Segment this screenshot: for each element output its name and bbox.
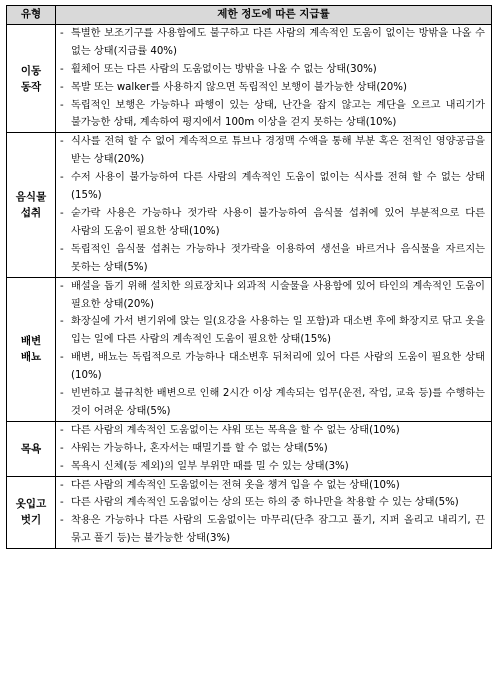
criteria-item	[60, 422, 485, 440]
header-criteria: 제한 정도에 따른 지급률	[56, 6, 492, 25]
table-row	[7, 421, 492, 476]
category-label: 음식물	[15, 190, 47, 203]
criteria-text: 빈번하고 불규칙한 배변으로 인해 2시간 이상 계속되는 업무(운전, 작업, 교육 등)를 수행하는 것이 어려운 상태(5%)	[71, 388, 485, 417]
bullet-dash: -	[60, 207, 64, 219]
criteria-list	[60, 25, 485, 132]
criteria-item	[60, 79, 485, 97]
table-row	[7, 24, 492, 132]
criteria-cell	[56, 476, 492, 549]
criteria-cell	[56, 133, 492, 277]
category-cell	[7, 277, 56, 421]
category-cell	[7, 476, 56, 549]
criteria-text: 배변, 배뇨는 독립적으로 가능하나 대소변후 뒤처리에 있어 다른 사람의 도움이 필요한 상태(10%)	[71, 352, 485, 382]
bullet-dash: -	[60, 352, 64, 364]
criteria-text: 다른 사람의 계속적인 도움없이는 상의 또는 하의 중 하나만을 착용할 수 있는 상태(5%)	[71, 497, 459, 509]
bullet-dash: -	[60, 27, 64, 39]
criteria-text: 수저 사용이 불가능하여 다른 사람의 계속적인 도움이 없이는 식사를 전혀 할 수 없는 상태(15%)	[71, 172, 485, 202]
category-label: 이동	[20, 64, 42, 77]
criteria-text: 착용은 가능하나 다른 사람의 도움없이는 마무리(단추 잠그고 풀기, 지퍼 올리고 내리기, 끈 묶고 풀기 등)는 불가능한 상태(3%)	[71, 515, 485, 545]
bullet-dash: -	[60, 460, 64, 472]
category-label: 배뇨	[20, 351, 42, 364]
criteria-item	[60, 169, 485, 205]
criteria-item	[60, 458, 485, 476]
bullet-dash: -	[60, 479, 64, 491]
table-header	[7, 6, 492, 25]
criteria-text: 샤워는 가능하나, 혼자서는 때밀기를 할 수 없는 상태(5%)	[71, 442, 328, 454]
criteria-text: 숟가락 사용은 가능하나 젓가락 사용이 불가능하여 음식물 섭취에 있어 부분적으로 다른 사람의 도움이 필요한 상태(10%)	[71, 207, 485, 237]
criteria-text: 독립적인 음식물 섭취는 가능하나 젓가락을 이용하여 생선을 바르거나 음식물을 자르지는 못하는 상태(5%)	[71, 243, 485, 273]
criteria-item	[60, 97, 485, 133]
criteria-text: 목욕시 신체(등 제외)의 일부 부위만 때를 밀 수 있는 상태(3%)	[71, 460, 349, 472]
criteria-text: 휠체어 또는 다른 사람의 도움없이는 방밖을 나올 수 없는 상태(30%)	[71, 63, 377, 75]
criteria-item	[60, 313, 485, 349]
bullet-dash: -	[60, 243, 64, 255]
category-label: 벗기	[20, 514, 42, 527]
criteria-table-container	[6, 5, 492, 549]
criteria-list	[60, 422, 485, 476]
criteria-item	[60, 278, 485, 314]
criteria-text: 다른 사람의 계속적인 도움없이는 샤워 또는 목욕을 할 수 없는 상태(10%)	[71, 424, 400, 436]
criteria-item	[60, 440, 485, 458]
criteria-item	[60, 133, 485, 169]
criteria-item	[60, 512, 485, 548]
criteria-item	[60, 241, 485, 277]
bullet-dash: -	[60, 63, 64, 75]
bullet-dash: -	[60, 81, 64, 93]
bullet-dash: -	[60, 442, 64, 454]
bullet-dash: -	[60, 316, 64, 328]
criteria-cell	[56, 24, 492, 132]
bullet-dash: -	[60, 388, 64, 400]
category-label: 동작	[20, 80, 42, 93]
criteria-text: 독립적인 보행은 가능하나 파행이 있는 상태, 난간을 잡지 않고는 계단을 오르고 내리기가 불가능한 상태, 계속하여 평지에서 100m 이상을 걷지 못하는 상태(10%)	[71, 99, 485, 129]
criteria-item	[60, 25, 485, 61]
criteria-item	[60, 494, 485, 512]
criteria-cell	[56, 421, 492, 476]
criteria-list	[60, 133, 485, 276]
criteria-item	[60, 385, 485, 421]
criteria-text: 배설을 돕기 위해 설치한 의료장치나 외과적 시술물을 사용함에 있어 타인의 계속적인 도움이 필요한 상태(20%)	[71, 280, 485, 310]
category-cell	[7, 421, 56, 476]
criteria-text: 화장실에 가서 변기위에 앉는 일(요강을 사용하는 일 포함)과 대소변 후에 화장지로 닦고 옷을 입는 일에 다른 사람의 계속적인 도움이 필요한 상태(15%)	[71, 316, 485, 346]
table-row	[7, 133, 492, 277]
criteria-item	[60, 349, 485, 385]
bullet-dash: -	[60, 172, 64, 184]
category-cell	[7, 24, 56, 132]
bullet-dash: -	[60, 424, 64, 436]
header-type: 유형	[7, 6, 56, 25]
bullet-dash: -	[60, 497, 64, 509]
category-label: 옷입고	[15, 498, 47, 511]
criteria-item	[60, 477, 485, 495]
category-label: 섭취	[20, 206, 42, 219]
payout-criteria-table	[6, 5, 492, 549]
criteria-text: 식사를 전혀 할 수 없어 계속적으로 튜브나 경정맥 수액을 통해 부분 혹은 전적인 영양공급을 받는 상태(20%)	[71, 136, 485, 166]
category-cell	[7, 133, 56, 277]
table-row	[7, 277, 492, 421]
criteria-text: 특별한 보조기구를 사용함에도 불구하고 다른 사람의 계속적인 도움이 없이는 방밖을 나올 수 없는 상태(지급률 40%)	[71, 27, 485, 57]
criteria-list	[60, 477, 485, 549]
criteria-cell	[56, 277, 492, 421]
bullet-dash: -	[60, 515, 64, 527]
criteria-text: 다른 사람의 계속적인 도움없이는 전혀 옷을 챙겨 입을 수 없는 상태(10%)	[71, 479, 400, 491]
table-row	[7, 476, 492, 549]
criteria-list	[60, 278, 485, 421]
criteria-text: 목발 또는 walker를 사용하지 않으면 독립적인 보행이 불가능한 상태(20%)	[71, 81, 407, 93]
table-body	[7, 24, 492, 548]
bullet-dash: -	[60, 99, 64, 111]
criteria-item	[60, 61, 485, 79]
bullet-dash: -	[60, 280, 64, 292]
criteria-item	[60, 205, 485, 241]
category-label: 목욕	[20, 442, 42, 455]
bullet-dash: -	[60, 136, 64, 148]
header-row	[7, 6, 492, 25]
category-label: 배변	[20, 335, 42, 348]
